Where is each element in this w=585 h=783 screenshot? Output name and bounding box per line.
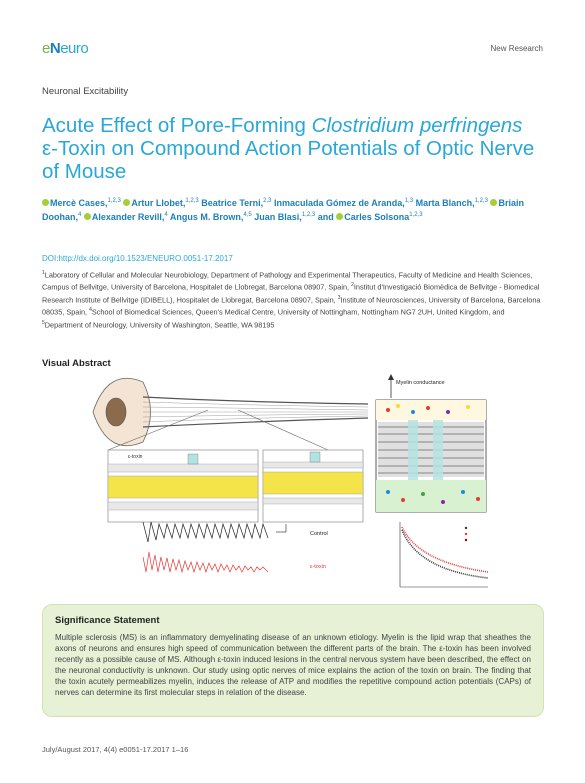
author-name[interactable]: Mercè Cases,$^{1,2,3}$: [42, 198, 121, 208]
orcid-icon[interactable]: [490, 199, 497, 206]
logo-n: N: [49, 40, 61, 57]
article-title: [42, 114, 542, 183]
title-italic: Clostridium perfringens: [311, 114, 523, 137]
orcid-icon[interactable]: [123, 199, 130, 206]
visual-abstract-title: Visual Abstract: [42, 358, 111, 369]
title-part-1: Acute Effect of Pore-Forming: [42, 114, 312, 137]
author-name[interactable]: Briain Doohan,$^4$: [42, 198, 524, 222]
author-name: Juan Blasi,$^{1,2,3}$: [254, 212, 316, 222]
affiliation-item: Institut d'Investigació Biomèdica de Bellvitge - Biomedical Research Institute of Bellvitge (IDIBELL), Hospitalet de Llobregat, Barcelona 08907, Spain,: [42, 282, 540, 305]
orcid-icon[interactable]: [84, 213, 91, 220]
membrane-panel: [376, 374, 486, 512]
author-name[interactable]: Artur Llobet,$^{1,2,3}$: [123, 198, 198, 208]
author-list: [42, 195, 547, 223]
author-name: Beatrice Terni,$^{2,3}$: [201, 198, 272, 208]
logo-e: e: [42, 40, 50, 57]
affiliation-item: Laboratory of Cellular and Molecular Neurobiology, Department of Pathology and Experimental Therapeutics, Faculty of Medicine and Health Sciences, Campus of Bellvitge, University of Barcelona, Hospitalet de Llobregat, Barcelona 08907, Spain,: [42, 270, 533, 292]
journal-logo: [42, 40, 88, 57]
cap-traces: [143, 522, 328, 572]
affiliation-item: Institute of Neurosciences, University of Barcelona, Barcelona 08035, Spain,: [42, 295, 541, 317]
affiliation-item: School of Biomedical Sciences, Queen's Medical Centre, University of Nottingham, Nottingham NG7 2UH, United Kingdom, and: [91, 307, 505, 317]
article-category: Neuronal Excitability: [42, 86, 129, 97]
control-label: Control: [310, 531, 328, 537]
toxin-label-diagram: ε-toxin: [128, 454, 143, 460]
author-name: Marta Blanch,$^{1,2,3}$: [415, 198, 488, 208]
author-name[interactable]: Alexander Revill,$^4$: [84, 212, 168, 222]
etoxin-label: ε-toxin: [310, 564, 326, 570]
significance-text: Multiple sclerosis (MS) is an inflammatory demyelinating disease of an unknown etiology. Myelin is the lipid wrap that sheathes the axons of neurons and ensures high speed of communication between the different parts of the brain. The ε-toxin has been involved recently as a possible cause of MS. Although ε-toxin induced lesions in the central nervous system have been described, the effect on the neuronal conductivity is unknown. Our study using optic nerves of mice explains the action of the toxin on brain. The finding that the toxin acutely permeabilizes myelin, induces the release of ATP and modifies the repetitive compound action potentials (CAPs) of nerves can determine its first molecular steps in relation of the disease.: [55, 633, 531, 697]
author-name[interactable]: Carles Solsona$^{1,2,3}$: [336, 212, 422, 222]
logo-rest: euro: [60, 40, 89, 57]
author-name: Inmaculada Gómez de Aranda,$^{1,3}$: [274, 198, 414, 208]
significance-title: Significance Statement: [55, 615, 160, 626]
article-type: New Research: [490, 44, 543, 53]
orcid-icon[interactable]: [42, 199, 49, 206]
author-name: Angus M. Brown,$^{4,5}$: [169, 212, 252, 222]
orcid-icon[interactable]: [336, 213, 343, 220]
author-name: and: [317, 212, 334, 222]
doi-link[interactable]: DOI:http://dx.doi.org/10.1523/ENEURO.0051-17.2017: [42, 254, 233, 263]
eye-illustration: [93, 378, 368, 450]
visual-abstract-figure: [88, 372, 548, 592]
myelin-conductance-label: Myelin conductance: [396, 380, 445, 386]
affiliations: $^1$Laboratory of Cellular and Molecular Neurobiology, Department of Pathology and Experimental Therapeutics, Faculty of Medicine and Health Sciences, Campus of Bellvitge, University of Barcelona, Hospitalet de Llobregat, Barcelona 08907, Spain, $^2$Institut d'Investigació Biomèdica de Bellvitge - Biomedical Research Institute of Bellvitge (IDIBELL), Hospitalet de Llobregat, Barcelona 08907, Spain, $^3$Institute of Neurosciences, University of Barcelona, Barcelona 08035, Spain, $^4$School of Biomedical Sciences, Queen's Medical Centre, University of Nottingham, Nottingham NG7 2UH, United Kingdom, and $^5$Department of Neurology, University of Washington, Seattle, WA 98195: [42, 270, 541, 330]
affiliation-item: Department of Neurology, University of Washington, Seattle, WA 98195: [44, 320, 275, 330]
title-part-2: ε-Toxin on Compound Action Potentials of Optic Nerve of Mouse: [42, 137, 535, 183]
footer-citation: July/August 2017, 4(4) e0051-17.2017 1–16: [42, 745, 189, 754]
decay-plot: [400, 522, 488, 587]
axon-diagram: [108, 450, 363, 522]
significance-statement: [42, 604, 544, 717]
